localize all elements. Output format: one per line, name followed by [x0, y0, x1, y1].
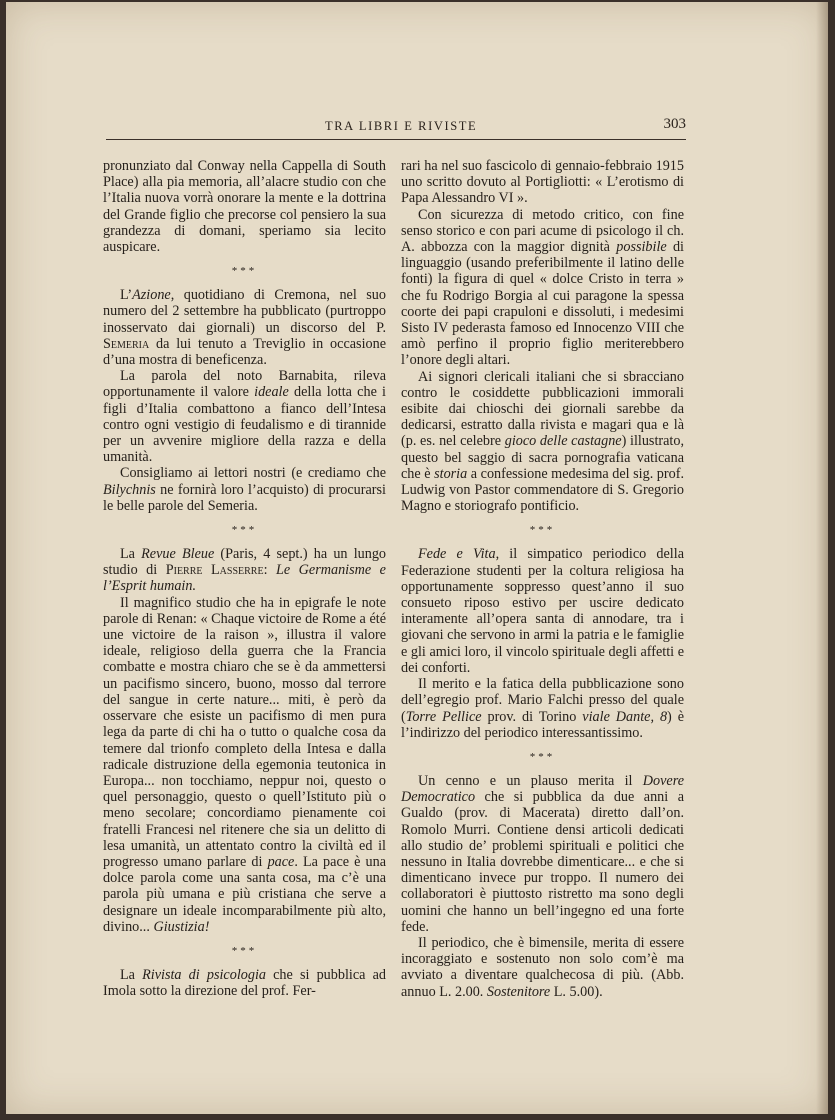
paragraph	[103, 546, 386, 595]
text: L. 5.00).	[550, 983, 603, 1000]
paragraph	[103, 368, 386, 465]
section-separator: ***	[231, 524, 258, 537]
text: L’	[120, 287, 133, 304]
italic-word: Sostenitore	[486, 983, 551, 1000]
paragraph	[401, 773, 684, 935]
paragraph	[401, 935, 684, 1000]
italic-title: Dovere Democratico	[401, 772, 684, 806]
text: Un cenno e un plauso merita il	[418, 772, 643, 789]
right-column	[401, 158, 684, 1000]
italic-title: gioco delle castagne	[504, 433, 622, 450]
text: da lui tenuto a Treviglio in occasione d’una mostra di beneficenza.	[103, 335, 386, 369]
paragraph	[103, 967, 386, 999]
text: ) è l’indirizzo del periodico interessantissimo.	[401, 708, 684, 741]
paragraph	[401, 158, 684, 207]
text: Il magnifico studio che ha in epigrafe le note parole di Renan: « Chaque victoire de Rome a été une victoire de la raison », illustra il valore ideale, religioso della guerra che la Francia combatte e mostra chiaro che se è da ammettersi un pacifismo sincero, buono, mosso dal terrore del sangue in certe nature... miti, è però da osservare che esiste un pacifismo di men pura lega da parte di chi ha o tutto o qualche cosa da temere dal trionfo completo della Intesa e dalla radicale distruzione della egemonia teutonica in Europa... non tocchiamo, neppur noi, questo o quel personaggio, questo o quell’Istituto più o meno secolare; concordiamo pienamente coi fratelli Francesi nel ritenere che sia un delitto di lesa umanità, un attentato contro la civiltà ed il progresso umano parlare di	[103, 594, 386, 870]
text: che si pubblica da due anni a Gualdo (prov. di Macerata) diretto dall’on. Romolo Murri. Contiene densi articoli dedicati allo studio de’ problemi spirituali e politici che nessuno in Italia dovrebbe dimenticare... e che si dimenticano invece pur troppo. Il numero dei collaboratori è piuttosto ristretto ma sono degli uomini che hanno un bell’ingegno ed una forte fede.	[401, 789, 684, 935]
text: rari ha nel suo fascicolo di gennaio-febbraio 1915 uno scritto dovuto al Portigliotti: « L’erotismo di Papa Alessandro VI ».	[401, 158, 684, 207]
paragraph	[401, 546, 684, 676]
text: :	[263, 562, 276, 579]
italic-title: Rivista di psicologia	[142, 966, 266, 983]
left-column	[103, 158, 386, 999]
text: prov. di Torino	[481, 708, 583, 725]
header-rule	[106, 139, 686, 140]
italic-address: viale Dante, 8	[582, 708, 668, 725]
paragraph	[401, 369, 684, 515]
text: La parola del noto Barnabita, rileva opportunamente il valore	[103, 368, 386, 401]
text: Con sicurezza di metodo critico, con fine senso storico e con pari acume di psicologo il ch. A. abbozza con la maggior dignità	[401, 206, 684, 256]
running-title: TRA LIBRI E RIVISTE	[325, 119, 478, 133]
text: Il periodico, che è bimensile, merita di essere incoraggiato e sostenuto non solo com’è ma avviato a diventare qualchecosa di più. (Abb. annuo L. 2.00.	[401, 934, 684, 1000]
text: Ai signori clericali italiani che si sbracciano contro le cosiddette pubblicazioni immorali esibite dai chioschi dei giornali sarebbe da dedicarsi, estratto dalla rivista e magari qua e là (p. es. nel celebre	[401, 368, 684, 450]
section-separator: ***	[231, 265, 258, 278]
text: della lotta che i figli d’Italia combattono a fianco dell’Intesa contro ogni vestigio di feudalismo e di tirannide per un avvenire migliore della razza e della umanità.	[103, 384, 386, 466]
page-number: 303	[663, 116, 686, 132]
text: Il merito e la fatica della pubblicazione sono dell’egregio prof. Mario Falchi presso del quale (	[401, 676, 684, 725]
italic-title: Fede e Vita	[418, 546, 496, 563]
text: (Paris, 4 sept.) ha un lungo studio di	[103, 546, 387, 579]
italic-title: Azione	[132, 287, 171, 304]
text: , quotidiano di Cremona, nel suo numero del 2 settembre ha pubblicato (purtroppo inosservato dai giornali) un discorso del P.	[103, 287, 386, 336]
italic-word: ideale	[254, 384, 289, 401]
paragraph	[103, 465, 386, 514]
text: che si pubblica ad Imola sotto la direzione del prof. Fer-	[103, 966, 386, 1000]
section-separator: ***	[529, 750, 556, 763]
paragraph	[401, 676, 684, 741]
text: Consigliamo ai lettori nostri (e crediamo che	[120, 465, 386, 482]
text: ) illustrato, questo bel saggio di sacra pornografia vaticana che è	[401, 433, 684, 482]
italic-word: storia	[434, 465, 468, 482]
text: La	[120, 546, 142, 563]
paragraph	[103, 595, 386, 935]
italic-title: Revue Bleue	[141, 546, 215, 563]
page-header	[100, 115, 686, 139]
text: La	[120, 966, 143, 983]
paragraph	[103, 287, 386, 368]
author-name: Pierre Lasserre	[165, 562, 264, 579]
italic-word: pace	[267, 853, 295, 870]
section-separator: ***	[231, 944, 258, 957]
italic-place: Torre Pellice	[405, 708, 482, 725]
author-name: Semeria	[103, 335, 150, 352]
text: pronunziato dal Conway nella Cappella di South Place) alla pia memoria, all’alacre studio con che l’Italia nuova vorrà onorare la mente e la dottrina del Grande figlio che precorse col pensiero la sua grandezza di domani, speriamo sia lecito auspicare.	[103, 158, 386, 256]
paragraph	[401, 207, 684, 369]
text: , il simpatico periodico della Federazione studenti per la coltura religiosa ha opportunamente soppresso quest’anno il suo consueto riposo estivo per uscire dedicato interamente all’opera santa di annodare, tra i giovani che servono in armi la patria e le famiglie e gli amici loro, il vincolo spirituale degli affetti e dei conforti.	[401, 546, 684, 676]
section-separator: ***	[529, 524, 556, 537]
text: di linguaggio (usando preferibilmente il latino delle fonti) la figura di quel « dolce Cristo in terra » che fu Rodrigo Borgia al cui paragone la spessa coorte dei papi crapuloni e dissoluti, i medesimi Sisto IV pederasta famoso ed Innocenzo VIII che amò perfino il proprio figlio meriterebbero l’onore degli altari.	[401, 239, 684, 369]
paragraph	[103, 158, 386, 255]
text: ne fornirà loro l’acquisto) di procurarsi le belle parole del Semeria.	[103, 481, 386, 514]
italic-word: Giustizia!	[153, 918, 210, 935]
italic-title: Le Germanisme e l’Esprit humain.	[103, 562, 386, 595]
italic-title: Bilychnis	[103, 481, 156, 498]
text: . La pace è una dolce parola come una santa cosa, ma c’è una parola più umana e più cristiana che serve a designare un ideale incomparabilmente più alto, divino...	[103, 853, 386, 935]
text: a confessione medesima del sig. prof. Ludwig von Pastor commendatore di S. Gregorio Magno e storiografo pontificio.	[401, 465, 684, 515]
italic-word: possibile	[616, 239, 667, 256]
